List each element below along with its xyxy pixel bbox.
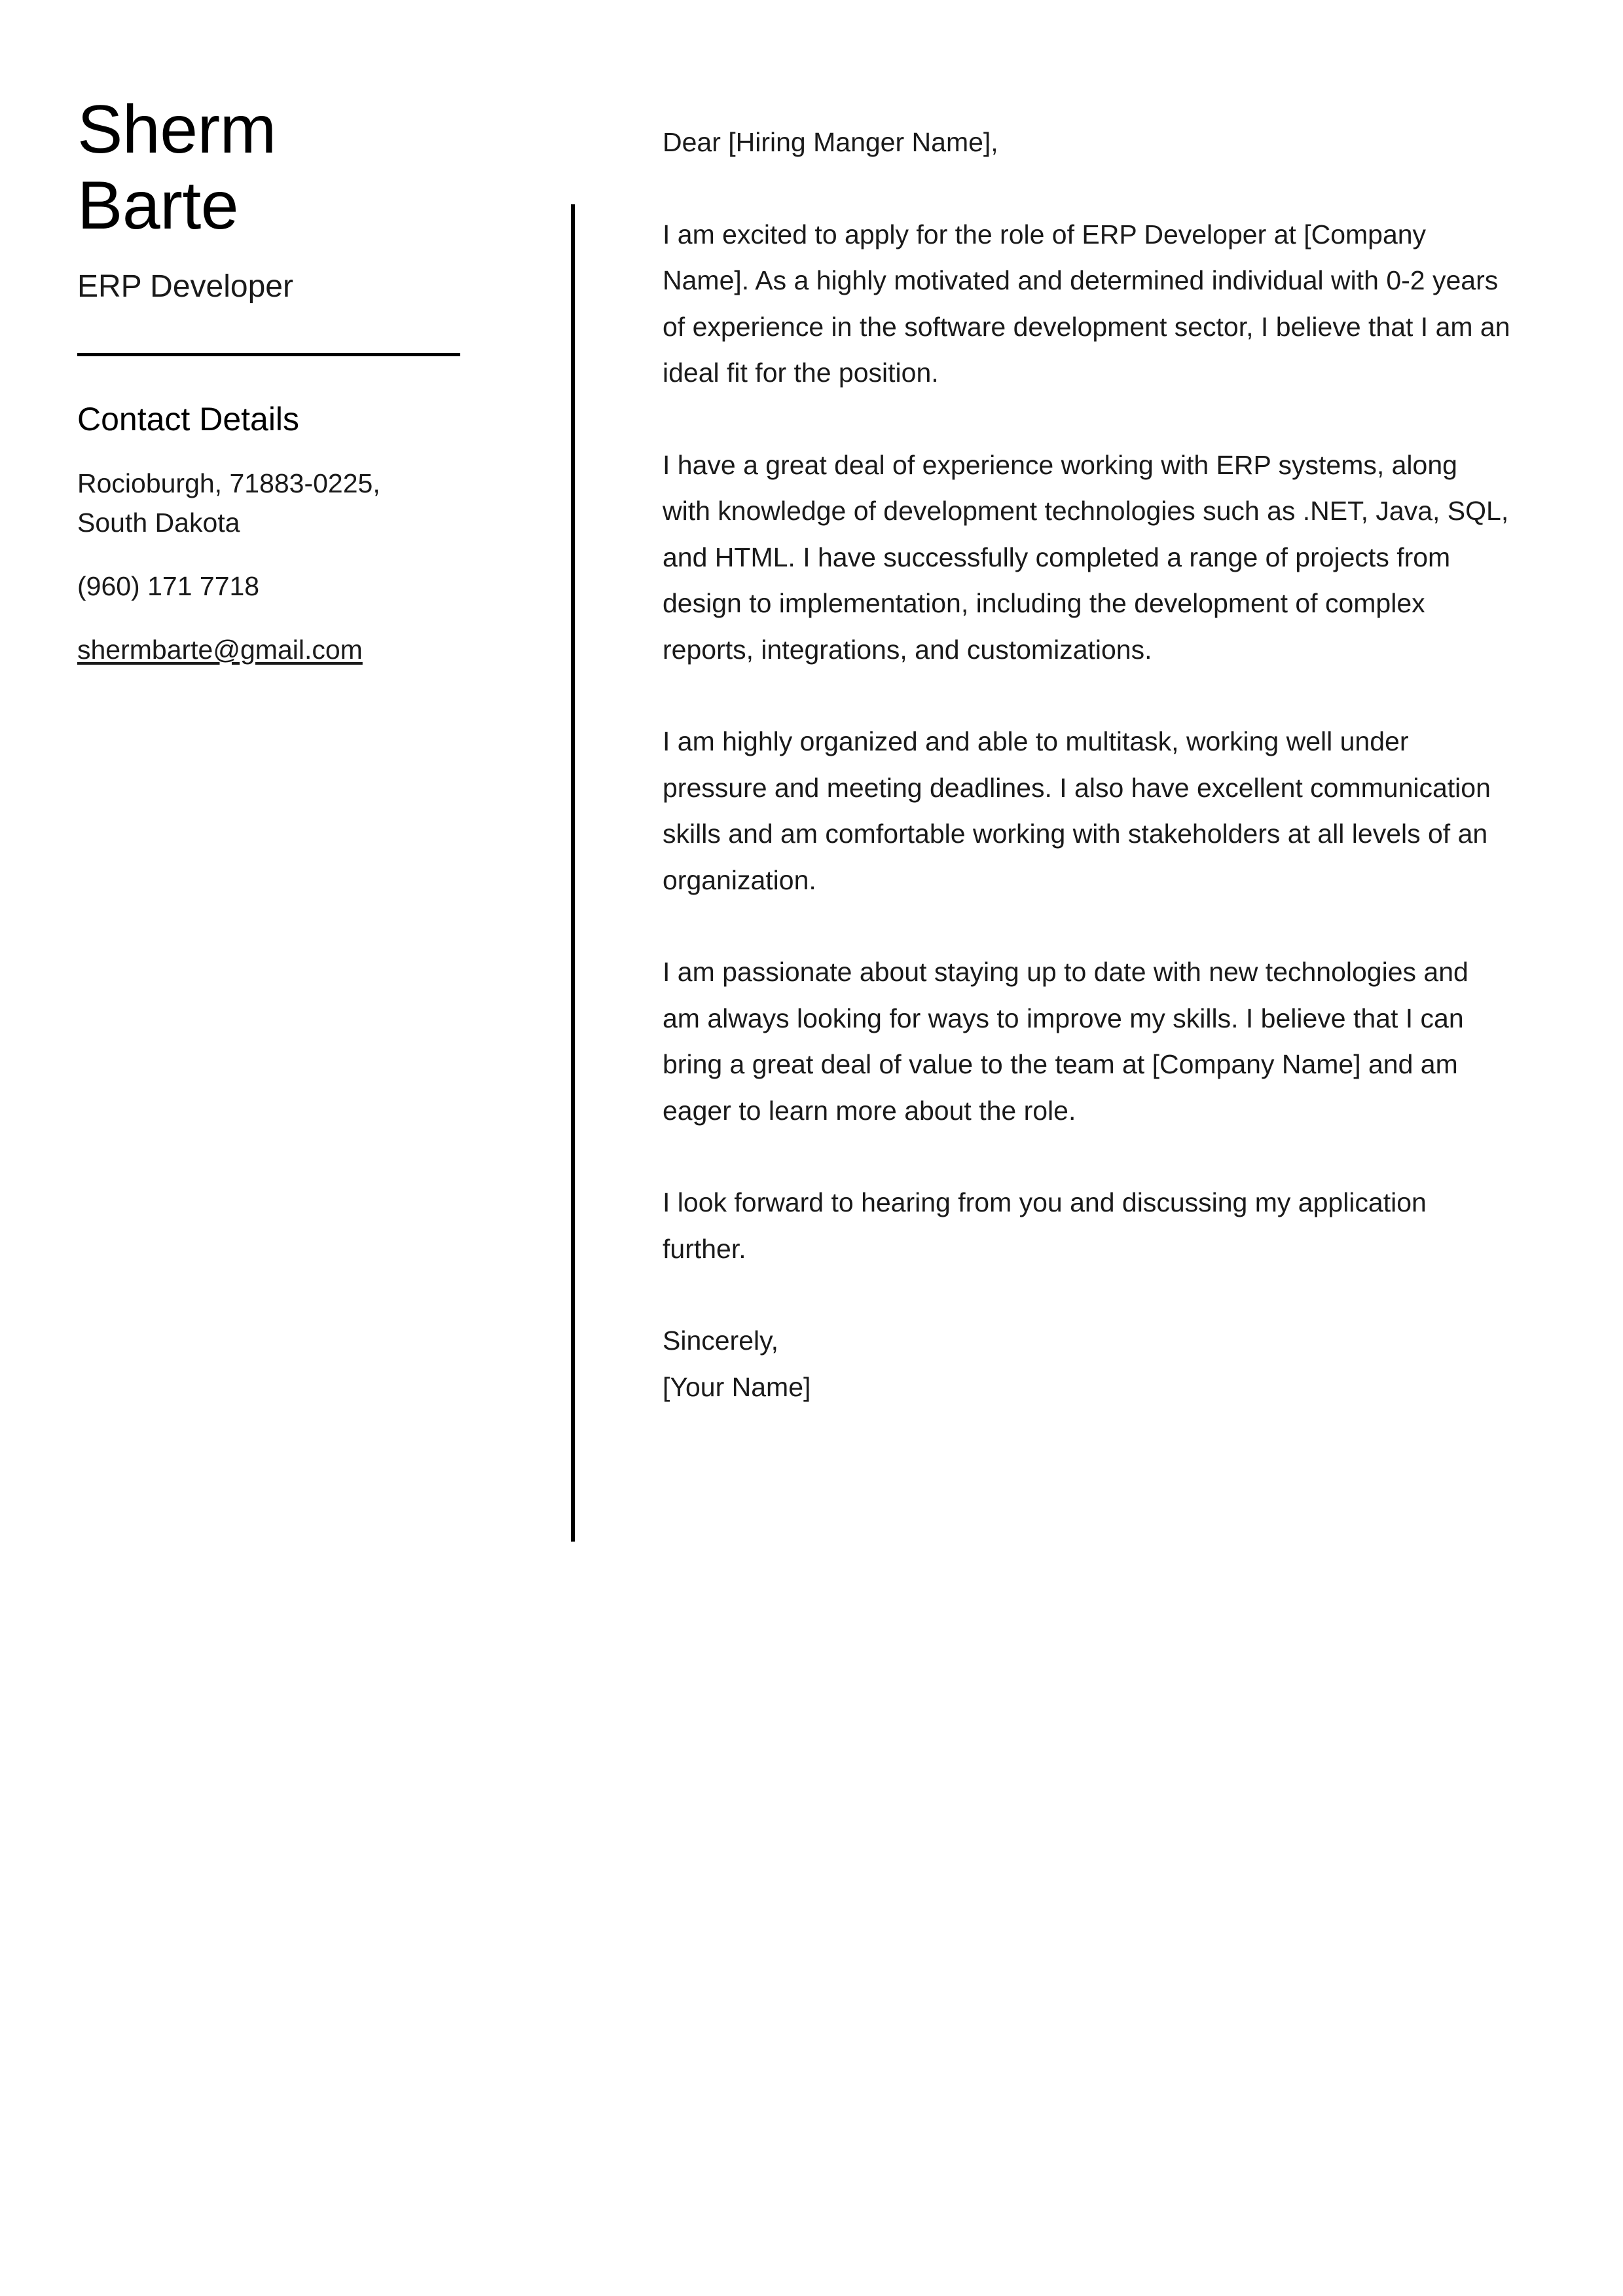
last-name: Barte — [77, 168, 239, 244]
letter-paragraph-1: I am excited to apply for the role of ERP Developer at [Company Name]. As a highly motivated and determined individual with 0-2 years of experience in the software development sector, I believe that I am an ideal fit for the position. — [663, 219, 1510, 388]
address-line-1: Rocioburgh, 71883-0225, — [77, 468, 380, 498]
letter-paragraph-4: I am passionate about staying up to date with new technologies and am always looking for ways to improve my skills. I believe that I can bring a great deal of value to the team at [Company Name] and am eager to learn more about the role. — [663, 957, 1468, 1126]
first-name: Sherm — [77, 92, 276, 168]
contact-address — [77, 464, 470, 543]
letter-paragraph-5: I look forward to hearing from you and discussing my application further. — [663, 1187, 1427, 1264]
contact-phone: (960) 171 7718 — [77, 570, 260, 601]
letter-salutation: Dear [Hiring Manger Name], — [663, 127, 998, 157]
column-divider-rule — [571, 204, 575, 1542]
sidebar-divider-rule — [77, 353, 460, 356]
letter-paragraph-2: I have a great deal of experience working with ERP systems, along with knowledge of development technologies such as .NET, Java, SQL, and HTML. I have successfully completed a range of projects from design to implementation, including the development of complex reports, integrations, and customizations. — [663, 449, 1509, 665]
letter-body — [663, 119, 1510, 1410]
applicant-name — [77, 92, 470, 244]
letter-paragraph-3: I am highly organized and able to multitask, working well under pressure and meeting deadlines. I also have excellent communication skills and am comfortable working with stakeholders at all levels of an organization. — [663, 726, 1491, 895]
job-title: ERP Developer — [77, 268, 293, 304]
letter-closing: Sincerely, — [663, 1325, 778, 1356]
letter-signature-block — [663, 1318, 1510, 1410]
letter-signature-name: [Your Name] — [663, 1371, 811, 1402]
contact-details-list — [77, 464, 470, 670]
email-link[interactable]: shermbarte@gmail.com — [77, 634, 363, 665]
contact-email-row — [77, 630, 470, 670]
sidebar — [77, 92, 470, 669]
address-line-2: South Dakota — [77, 508, 240, 538]
contact-details-heading: Contact Details — [77, 400, 300, 437]
